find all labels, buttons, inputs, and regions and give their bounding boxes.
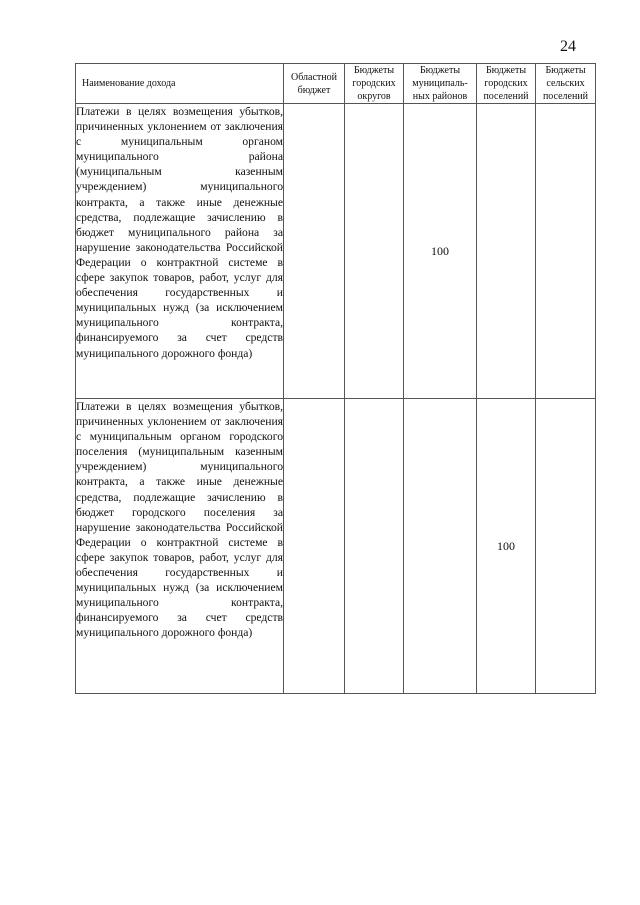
value-cell-urban-settlement: 100 bbox=[477, 399, 536, 694]
value-cell-city-district bbox=[345, 399, 404, 694]
table-row bbox=[76, 104, 596, 399]
header-urban-settlement-budgets: Бюджеты городских поселений bbox=[477, 64, 536, 104]
value-cell-city-district bbox=[345, 104, 404, 399]
income-name-cell: Платежи в целях возмещения убытков, причиненных уклонением от заключения с муниципальным органом городского поселения (муниципальным казенным учреждением) муниципального контракта, а также иные денежные средства, подлежащие зачислению в бюджет городского поселения за нарушение законодательства Российской Федерации о контрактной системе в сфере закупок товаров, работ, услуг для обеспечения государственных и муниципальных нужд (за исключением муниципального контракта, финансируемого за счет средств муниципального дорожного фонда) bbox=[76, 399, 284, 694]
header-regional-budget: Областной бюджет bbox=[284, 64, 345, 104]
value-cell-rural-settlement bbox=[536, 104, 596, 399]
header-rural-settlement-budgets: Бюджеты сельских поселений bbox=[536, 64, 596, 104]
revenue-distribution-table bbox=[75, 63, 596, 694]
header-city-district-budgets: Бюджеты городских округов bbox=[345, 64, 404, 104]
value-cell-rural-settlement bbox=[536, 399, 596, 694]
page-number: 24 bbox=[560, 38, 576, 55]
value-cell-regional bbox=[284, 399, 345, 694]
value-cell-municipal-district bbox=[404, 399, 477, 694]
value-cell-urban-settlement bbox=[477, 104, 536, 399]
table-row bbox=[76, 399, 596, 694]
header-municipal-district-budgets: Бюджеты муниципаль-ных районов bbox=[404, 64, 477, 104]
table-header-row bbox=[76, 64, 596, 104]
header-income-name: Наименование дохода bbox=[76, 64, 284, 104]
income-name-cell: Платежи в целях возмещения убытков, причиненных уклонением от заключения с муниципальным органом муниципального района (муниципальным казенным учреждением) муниципального контракта, а также иные денежные средства, подлежащие зачислению в бюджет муниципального района за нарушение законодательства Российской Федерации о контрактной системе в сфере закупок товаров, работ, услуг для обеспечения государственных и муниципальных нужд (за исключением муниципального контракта, финансируемого за счет средств муниципального дорожного фонда) bbox=[76, 104, 284, 399]
value-cell-municipal-district: 100 bbox=[404, 104, 477, 399]
value-cell-regional bbox=[284, 104, 345, 399]
